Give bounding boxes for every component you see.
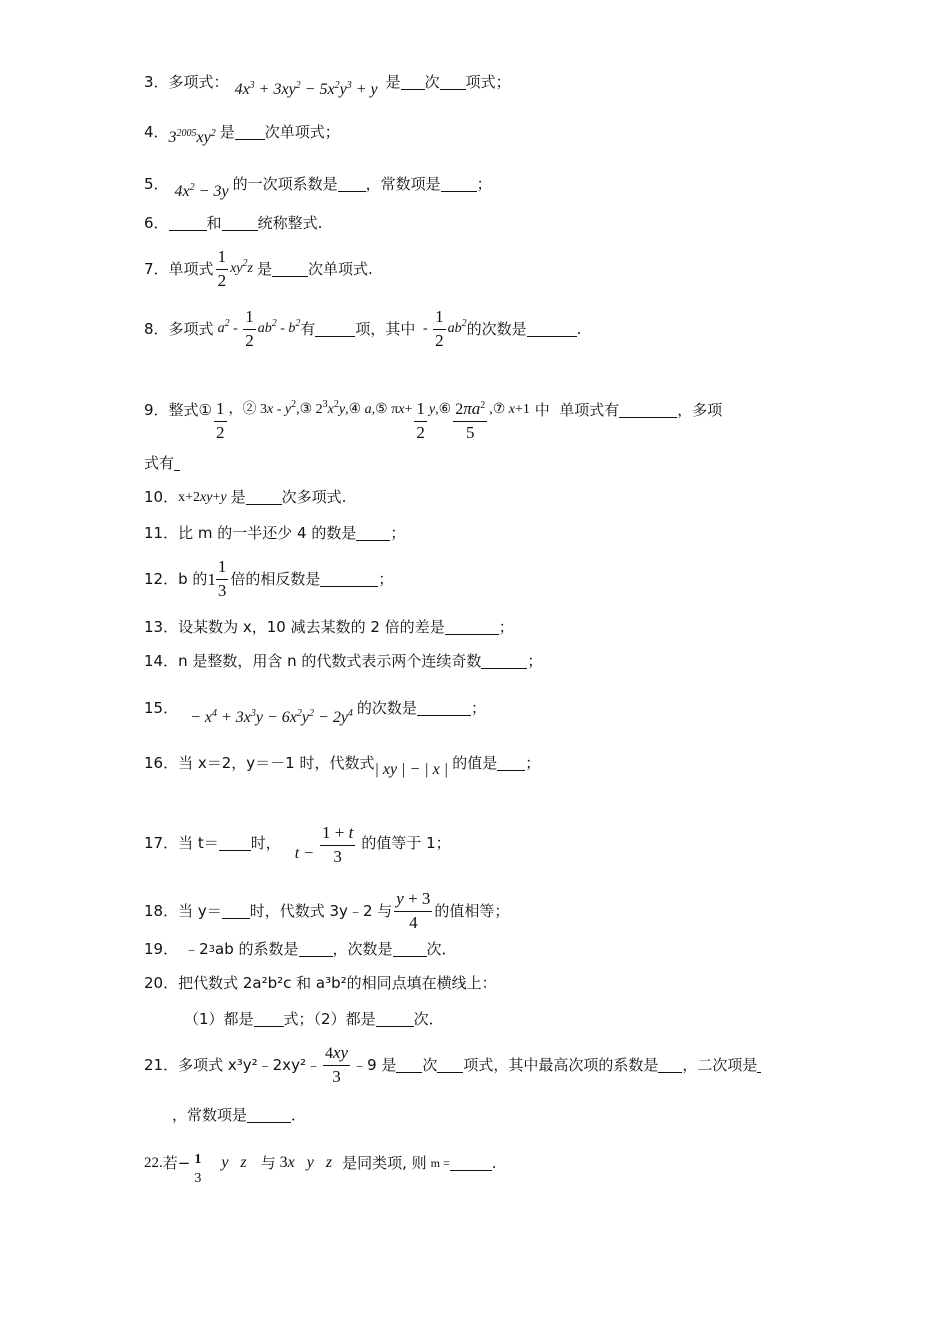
q15-text: 的次数是 [356, 698, 417, 717]
q5-blank-constant[interactable] [441, 177, 477, 192]
q3-label: 多项式： [168, 72, 229, 91]
q9-blank-polynomials[interactable] [174, 456, 180, 471]
q16-tail: ； [525, 753, 541, 772]
question-18 [144, 890, 509, 932]
question-11 [144, 526, 405, 541]
q18-text: 时，代数式 3y﹣2 与 [249, 901, 393, 920]
q22-term-2: 3x y z [279, 1154, 333, 1172]
q17-text: 时， [250, 833, 281, 852]
q10-tail: 次多项式. [281, 488, 347, 506]
q22-number: 22. [144, 1154, 163, 1171]
q3-number: 3． [144, 72, 169, 91]
q17-blank[interactable] [219, 836, 251, 851]
q5-blank-coefficient[interactable] [338, 177, 366, 192]
question-4 [144, 118, 340, 146]
q3-is: 是 [385, 72, 401, 91]
question-6 [144, 216, 322, 231]
q21-text-2: 次 [422, 1055, 438, 1074]
q21-number: 21． [144, 1055, 179, 1074]
q15-number: 15． [144, 698, 179, 717]
q14-number: 14． [144, 652, 179, 670]
q22-tail: . [491, 1153, 497, 1172]
q20-sub-1: （1）都是 [184, 1010, 254, 1028]
q22-term-1: y z [221, 1154, 247, 1172]
q9-text: 中 单项式有 [529, 400, 620, 419]
q21-text-4: ，二次项是 [682, 1055, 758, 1074]
q4-is: 是 [219, 122, 235, 141]
question-14 [144, 654, 542, 669]
q5-text-1: 的一次项系数是 [232, 174, 338, 193]
q12-blank[interactable] [320, 572, 378, 587]
q21-text-3: 项式，其中最高次项的系数是 [463, 1055, 659, 1074]
q10-number: 10． [144, 488, 179, 506]
q6-number: 6． [144, 214, 169, 232]
q16-number: 16． [144, 753, 179, 772]
question-7 [144, 248, 373, 290]
q9-item-6-marker: ,⑥ [435, 402, 452, 418]
q21-blank-quadratic-term[interactable] [757, 1058, 761, 1073]
q8-term-ab2: $ab^2$ [447, 318, 467, 337]
q11-blank[interactable] [356, 526, 390, 541]
q9-text-2: ，多项 [677, 400, 723, 419]
q12-number: 12． [144, 569, 179, 588]
q8-fraction-half-2: $\frac{1}{2}$ [435, 307, 444, 350]
q12-label: b 的 [178, 569, 208, 588]
q6-blank-2[interactable] [222, 216, 258, 231]
q21-fraction-4xy-over-3: $\frac{4xy}{3}$ [324, 1043, 349, 1086]
q3-blank-degree[interactable] [401, 75, 425, 90]
question-20 [144, 976, 497, 991]
q13-tail: ； [498, 618, 514, 636]
q9-item-5-y: y [428, 402, 436, 418]
q8-blank-degree[interactable] [527, 322, 577, 337]
q3-polynomial: $4x^3 + 3xy^2 - 5x^2y^3 + y$ [234, 80, 378, 98]
question-16 [144, 748, 540, 778]
q8-has: 有 [300, 319, 316, 338]
q21-label: 多项式 x³y²﹣2xy²﹣ [178, 1055, 321, 1074]
q3-tail: 项式； [465, 72, 511, 91]
q19-tail: 次． [426, 940, 457, 958]
q6-blank-1[interactable] [169, 216, 207, 231]
q12-text: 倍的相反数是 [230, 569, 321, 588]
q17-t: t − [294, 845, 319, 863]
question-9 [144, 378, 722, 442]
q20-number: 20． [144, 974, 179, 992]
q19-number: 19． [144, 940, 179, 958]
q9-line2: 式有 [144, 454, 175, 472]
q18-fraction-y-plus-3-over-4: $\frac{y + 3}{4}$ [396, 889, 431, 932]
q14-tail: ； [527, 652, 543, 670]
q9-item-2: ，② $3x - y^2,③$ $2^3x^2y,④$ a,⑤ πx+ [228, 399, 413, 418]
q8-tail: . [576, 319, 582, 338]
q10-is: 是 [230, 488, 246, 506]
q6-and: 和 [206, 214, 222, 232]
q7-number: 7． [144, 259, 169, 278]
q9-fraction-half-2: $\frac{1}{2}$ [416, 399, 425, 442]
q21-blank-constant[interactable] [247, 1108, 291, 1123]
q22-text: 是同类项, 则 [342, 1153, 427, 1172]
question-10 [144, 490, 346, 505]
q16-expression: | xy | − | x | [374, 761, 449, 778]
q4-monomial: $3^{2005}xy^2$ [168, 128, 216, 146]
q15-tail: ； [470, 698, 486, 717]
q9-item-7: ,⑦ x+1 [489, 402, 530, 418]
q7-tail: 次单项式. [307, 259, 373, 278]
question-22 [144, 1140, 497, 1187]
q8-term-ab2-b2: $ab^2 - b^2$ [257, 318, 301, 337]
q12-fraction-third: $\frac{1}{3}$ [217, 557, 227, 600]
q20-sub-3: 次． [413, 1010, 444, 1028]
q19-blank-coefficient[interactable] [299, 942, 333, 957]
q13-blank[interactable] [445, 620, 499, 635]
q13-text: 设某数为 x，10 减去某数的 2 倍的差是 [178, 618, 445, 636]
question-21 [144, 1044, 761, 1086]
q8-blank-terms[interactable] [315, 322, 355, 337]
q9-fraction-2pia2-over-5: $\frac{2\pi a^2}{5}$ [455, 399, 486, 442]
q9-label: 整式① [168, 400, 212, 419]
q22-blank[interactable] [450, 1156, 492, 1171]
q15-polynomial: − $x^4 + 3x^3y - 6x^2y^2 - 2y^4$ [190, 708, 353, 726]
question-3 [144, 66, 511, 98]
q20-text: 把代数式 2a²b²c 和 a³b²的相同点填在横线上： [178, 974, 497, 992]
q20-blank-type[interactable] [254, 1012, 284, 1027]
question-15 [144, 690, 486, 726]
q17-fraction-1-plus-t-over-3: $\frac{1 + t}{3}$ [322, 823, 354, 866]
q16-label: 当 x＝2，y＝－1 时，代数式 [178, 753, 375, 772]
q8-minus: - [419, 321, 432, 337]
question-9-line-2 [144, 456, 180, 471]
q9-fraction-half: $\frac{1}{2}$ [216, 399, 225, 442]
q20-sub-2: 式；（2）都是 [283, 1010, 376, 1028]
q8-label: 多项式 [168, 319, 214, 338]
q14-blank[interactable] [481, 654, 527, 669]
q18-blank[interactable] [222, 904, 250, 919]
q22-label: 若− [162, 1153, 191, 1172]
q4-blank-degree[interactable] [235, 125, 265, 140]
q7-monomial: $xy^2z$ [230, 258, 253, 277]
q19-blank-degree[interactable] [393, 942, 427, 957]
q16-text: 的值是 [452, 753, 498, 772]
q12-tail: ； [378, 569, 394, 588]
q21-blank-coefficient[interactable] [658, 1058, 682, 1073]
q19-text-2: ，次数是 [332, 940, 393, 958]
q21-blank-terms[interactable] [437, 1058, 463, 1073]
q4-tail: 次单项式； [264, 122, 340, 141]
q22-with: 与 [260, 1153, 276, 1172]
q17-number: 17． [144, 833, 179, 852]
q11-tail: ； [390, 524, 406, 542]
q8-degree-text: 的次数是 [466, 319, 527, 338]
q9-number: 9． [144, 400, 169, 419]
q15-blank[interactable] [417, 701, 471, 716]
q17-tail: 的值等于 1； [361, 833, 451, 852]
q18-tail: 的值相等； [434, 901, 510, 920]
q21-line2-text: ，常数项是 [172, 1106, 248, 1124]
q12-whole-part: 1 [207, 569, 216, 589]
q21-blank-degree[interactable] [396, 1058, 422, 1073]
q5-expression: $4x^2 - 3y$ [174, 182, 229, 200]
q13-number: 13． [144, 618, 179, 636]
q19-text: ab 的系数是 [215, 940, 299, 958]
q14-text: n 是整数，用含 n 的代数式表示两个连续奇数 [178, 652, 482, 670]
question-13 [144, 620, 514, 635]
question-21-line-2 [172, 1108, 306, 1123]
question-8 [144, 308, 581, 350]
q19-minus-two: ﹣2 [184, 940, 209, 958]
q21-line2-tail: ． [291, 1106, 307, 1124]
q6-tail: 统称整式. [257, 214, 323, 232]
q10-polynomial: x+2xy+y [178, 489, 227, 505]
q21-text-1: ﹣9 是 [352, 1055, 397, 1074]
q9-blank-monomials[interactable] [619, 403, 677, 418]
question-5 [144, 168, 492, 200]
q22-fraction-one-third: 1 3 [194, 1152, 202, 1187]
q4-number: 4． [144, 122, 169, 141]
q3-ci: 次 [424, 72, 440, 91]
q8-text: 项，其中 [355, 319, 416, 338]
q11-text: 比 m 的一半还少 4 的数是 [178, 524, 357, 542]
q5-text-2: ，常数项是 [365, 174, 441, 193]
q5-text-3: ； [476, 174, 492, 193]
question-17 [144, 820, 451, 866]
q5-number: 5． [144, 174, 169, 193]
q18-label: 当 y＝ [178, 901, 222, 920]
q17-label: 当 t＝ [178, 833, 219, 852]
q16-blank[interactable] [497, 756, 525, 771]
q3-blank-terms[interactable] [440, 75, 466, 90]
question-19: 19． ﹣2 3 ab 的系数是 ，次数是 次． [144, 940, 457, 958]
q7-fraction-half: $\frac{1}{2}$ [217, 247, 227, 290]
q22-m-equals: m = [430, 1156, 450, 1171]
q8-fraction-half: $\frac{1}{2}$ [245, 307, 254, 350]
q7-label: 单项式 [168, 259, 214, 278]
q8-number: 8． [144, 319, 169, 338]
q11-number: 11． [144, 524, 179, 542]
question-20-subline [184, 1012, 444, 1027]
q20-blank-degree[interactable] [376, 1012, 414, 1027]
q8-term-a2: $a^2$ - [217, 318, 242, 337]
q10-blank-degree[interactable] [246, 490, 282, 505]
question-12 [144, 558, 393, 600]
q7-blank-degree[interactable] [272, 262, 308, 277]
q18-number: 18． [144, 901, 179, 920]
q7-is: 是 [256, 259, 272, 278]
